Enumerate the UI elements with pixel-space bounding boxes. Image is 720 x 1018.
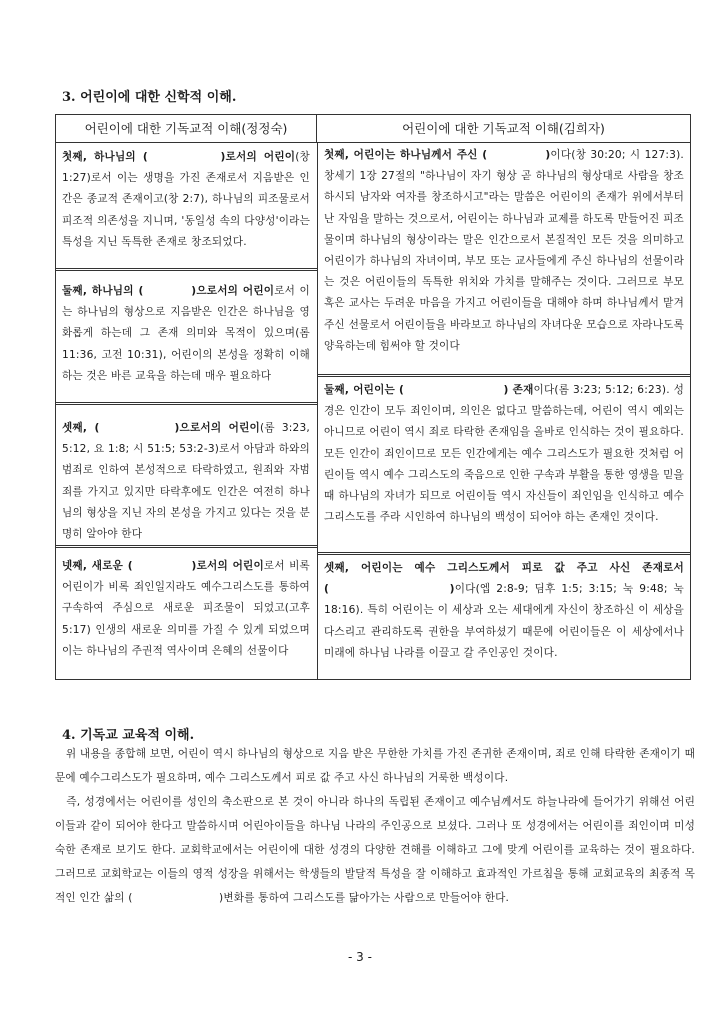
left-item-first-lead: 첫째, 하나님의 ( )로서의 어린이 (62, 151, 296, 163)
right-item-first-lead: 첫째, 어린이는 하나님께서 주신 ( ) (324, 149, 551, 161)
left-row-divider (56, 268, 317, 271)
section4-paragraph: 즉, 성경에서는 어린이를 성인의 축소판으로 본 것이 아니라 하나의 독립된 존재이고 예수님께서도 하늘나라에 들어가기 위해선 어린이들과 같이 되어야 한다고 말씀하시며 어린아이들을 하나님 나라의 주인공으로 보셨다. 그러나 또 성경에서는 어린이를 죄인이며 미성숙한 존재로 보기도 한다. 교회학교에서는 어린이에 대한 성경의 다양한 견해를 이해하고 그에 맞게 어린이를 교육하는 것이 필요하다. 그러므로 교회학교는 이들의 영적 성장을 위해서는 학생들의 발달적 특성을 잘 이해하고 효과적인 가르침을 통해 교회교육의 최종적 목적인 인간 삶의 ( )변화를 통하여 그리스도를 닮아가는 사람으로 만들어야 한다. (55, 796, 695, 904)
page-number: - 3 - (348, 950, 372, 964)
section4-paragraph: 위 내용을 종합해 보면, 어린이 역시 하나님의 형상으로 지음 받은 무한한 가치를 가진 존귀한 존재이며, 죄로 인해 타락한 존재이기 때문에 예수그리스도가 필요하며, 예수 그리스도께서 피로 값 주고 사신 하나님의 거룩한 백성이다. (55, 748, 695, 784)
column-divider (317, 143, 318, 679)
right-item-third-text: 이다(엡 2:8-9; 딤후 1:5; 3:15; 눅 9:48; 눅 18:16). 특히 어린이는 이 세상과 오는 세대에게 자신이 창조하신 이 세상을 다스리고 관리하도록 권한을 부여하셨기 때문에 어린이들은 이 세상에서나 미래에 하나님 나라를 이끌고 갈 주인공인 것이다. (324, 583, 684, 659)
left-item-third (60, 418, 312, 545)
right-item-second-lead: 둘째, 어린이는 ( ) 존재 (324, 384, 534, 396)
left-item-fourth (60, 556, 312, 662)
left-column-header: 어린이에 대한 기독교적 이해(정정숙) (56, 115, 317, 143)
section3-heading: 3. 어린이에 대한 신학적 이해. (62, 90, 237, 105)
right-item-third-lead: 셋째, 어린이는 예수 그리스도께서 피로 값 주고 사신 존재로서 ( ) (324, 562, 684, 596)
left-item-fourth-lead: 넷째, 새로운 ( )로서의 어린이 (62, 560, 264, 572)
right-row-divider (317, 552, 690, 555)
right-item-second (322, 380, 686, 528)
left-item-third-text: (롬 3:23, 5:12, 요 1:8; 시 51:5; 53:2-3)로서 아담과 하와의 범죄로 인하여 본성적으로 타락하였고, 원죄와 자범죄를 가지고 있지만 타락후에도 인간은 여전히 하나님의 형상을 지닌 자의 본성을 가지고 있다는 것을 분명히 알아야 한다 (62, 422, 310, 541)
left-row-divider (56, 545, 317, 548)
left-item-fourth-text: 로서 비록 어린이가 비록 죄인일지라도 예수그리스도를 통하여 구속하여 주심으로 새로운 피조물이 되었고(고후 5:17) 인생의 새로운 의미를 가질 수 있게 되었으며 이는 하나님의 주권적 역사이며 은혜의 선물이다 (62, 560, 310, 657)
section4-heading: 4. 기독교 교육적 이해. (62, 728, 195, 743)
left-item-second-text: 로서 이는 하나님의 형상으로 지음받은 인간은 하나님을 영화롭게 하는데 그 존재 의미와 목적이 있으며(롬 11:36, 고전 10:31), 어린이의 본성을 정확히 이해하는 것은 바른 교육을 하는데 매우 필요하다 (62, 285, 310, 382)
left-row-divider (56, 402, 317, 405)
right-item-first (322, 145, 686, 357)
left-item-first (60, 147, 312, 253)
left-item-second (60, 281, 312, 387)
right-item-third (322, 558, 686, 664)
right-item-second-text: 이다(롬 3:23; 5:12; 6:23). 성경은 인간이 모두 죄인이며, 의인은 없다고 말씀하는데, 어린이 역시 예외는 아니므로 어린이 역시 죄로 타락한 존재임을 올바로 인식하는 것이 필요하다. 모든 인간이 죄인이므로 모든 인간에게는 예수 그리스도가 필요한 것처럼 어린이들 역시 예수 그리스도의 죽음으로 인한 구속과 부활을 통한 영생을 믿을 때 하나님의 자녀가 되므로 어린이들 역시 자신들이 죄인임을 인식하고 예수 그리스도를 주라 시인하여 하나님의 백성이 되어야 하는 존재인 것이다. (324, 384, 684, 524)
comparison-table (55, 114, 691, 680)
left-item-first-text: (창 1:27)로서 이는 생명을 가진 존재로서 지음받은 인간은 종교적 존재이고(창 2:7), 하나님의 피조물로서 피조적 의존성을 지니며, '동일성 속의 다양성'이라는 특성을 지닌 독특한 존재로 창조되었다. (62, 151, 310, 248)
left-item-third-lead: 셋째, ( )으로서의 어린이 (62, 422, 260, 434)
right-item-first-text: 이다(창 30:20; 시 127:3). 창세기 1장 27절의 "하나님이 자기 형상 곧 하나님의 형상대로 사람을 창조하시되 남자와 여자를 창조하시고"라는 말씀은 어린이의 존재가 위에서부터 난 자임을 말하는 것으로서, 어린이는 하나님과 교제를 하도록 만들어진 피조물이며 하나님의 형상이라는 말은 인간으로서 본질적인 모든 것을 의미하고 어린이가 하나님의 자녀이며, 부모 또는 교사들에게 주신 하나님의 선물이라는 것은 어린이들의 독특한 위치와 가치를 말해주는 것이다. 그러므로 부모 혹은 교사는 두려운 마음을 가지고 어린이들을 대해야 하며 하나님께서 맡겨주신 선물로서 어린이들을 바라보고 하나님의 자녀다운 모습으로 자라나도록양육하는데 힘써야 할 것이다 (324, 149, 685, 352)
right-column-header: 어린이에 대한 기독교적 이해(김희자) (317, 115, 690, 143)
right-row-divider (317, 374, 690, 377)
left-item-second-lead: 둘째, 하나님의 ( )으로서의 어린이 (62, 285, 275, 297)
